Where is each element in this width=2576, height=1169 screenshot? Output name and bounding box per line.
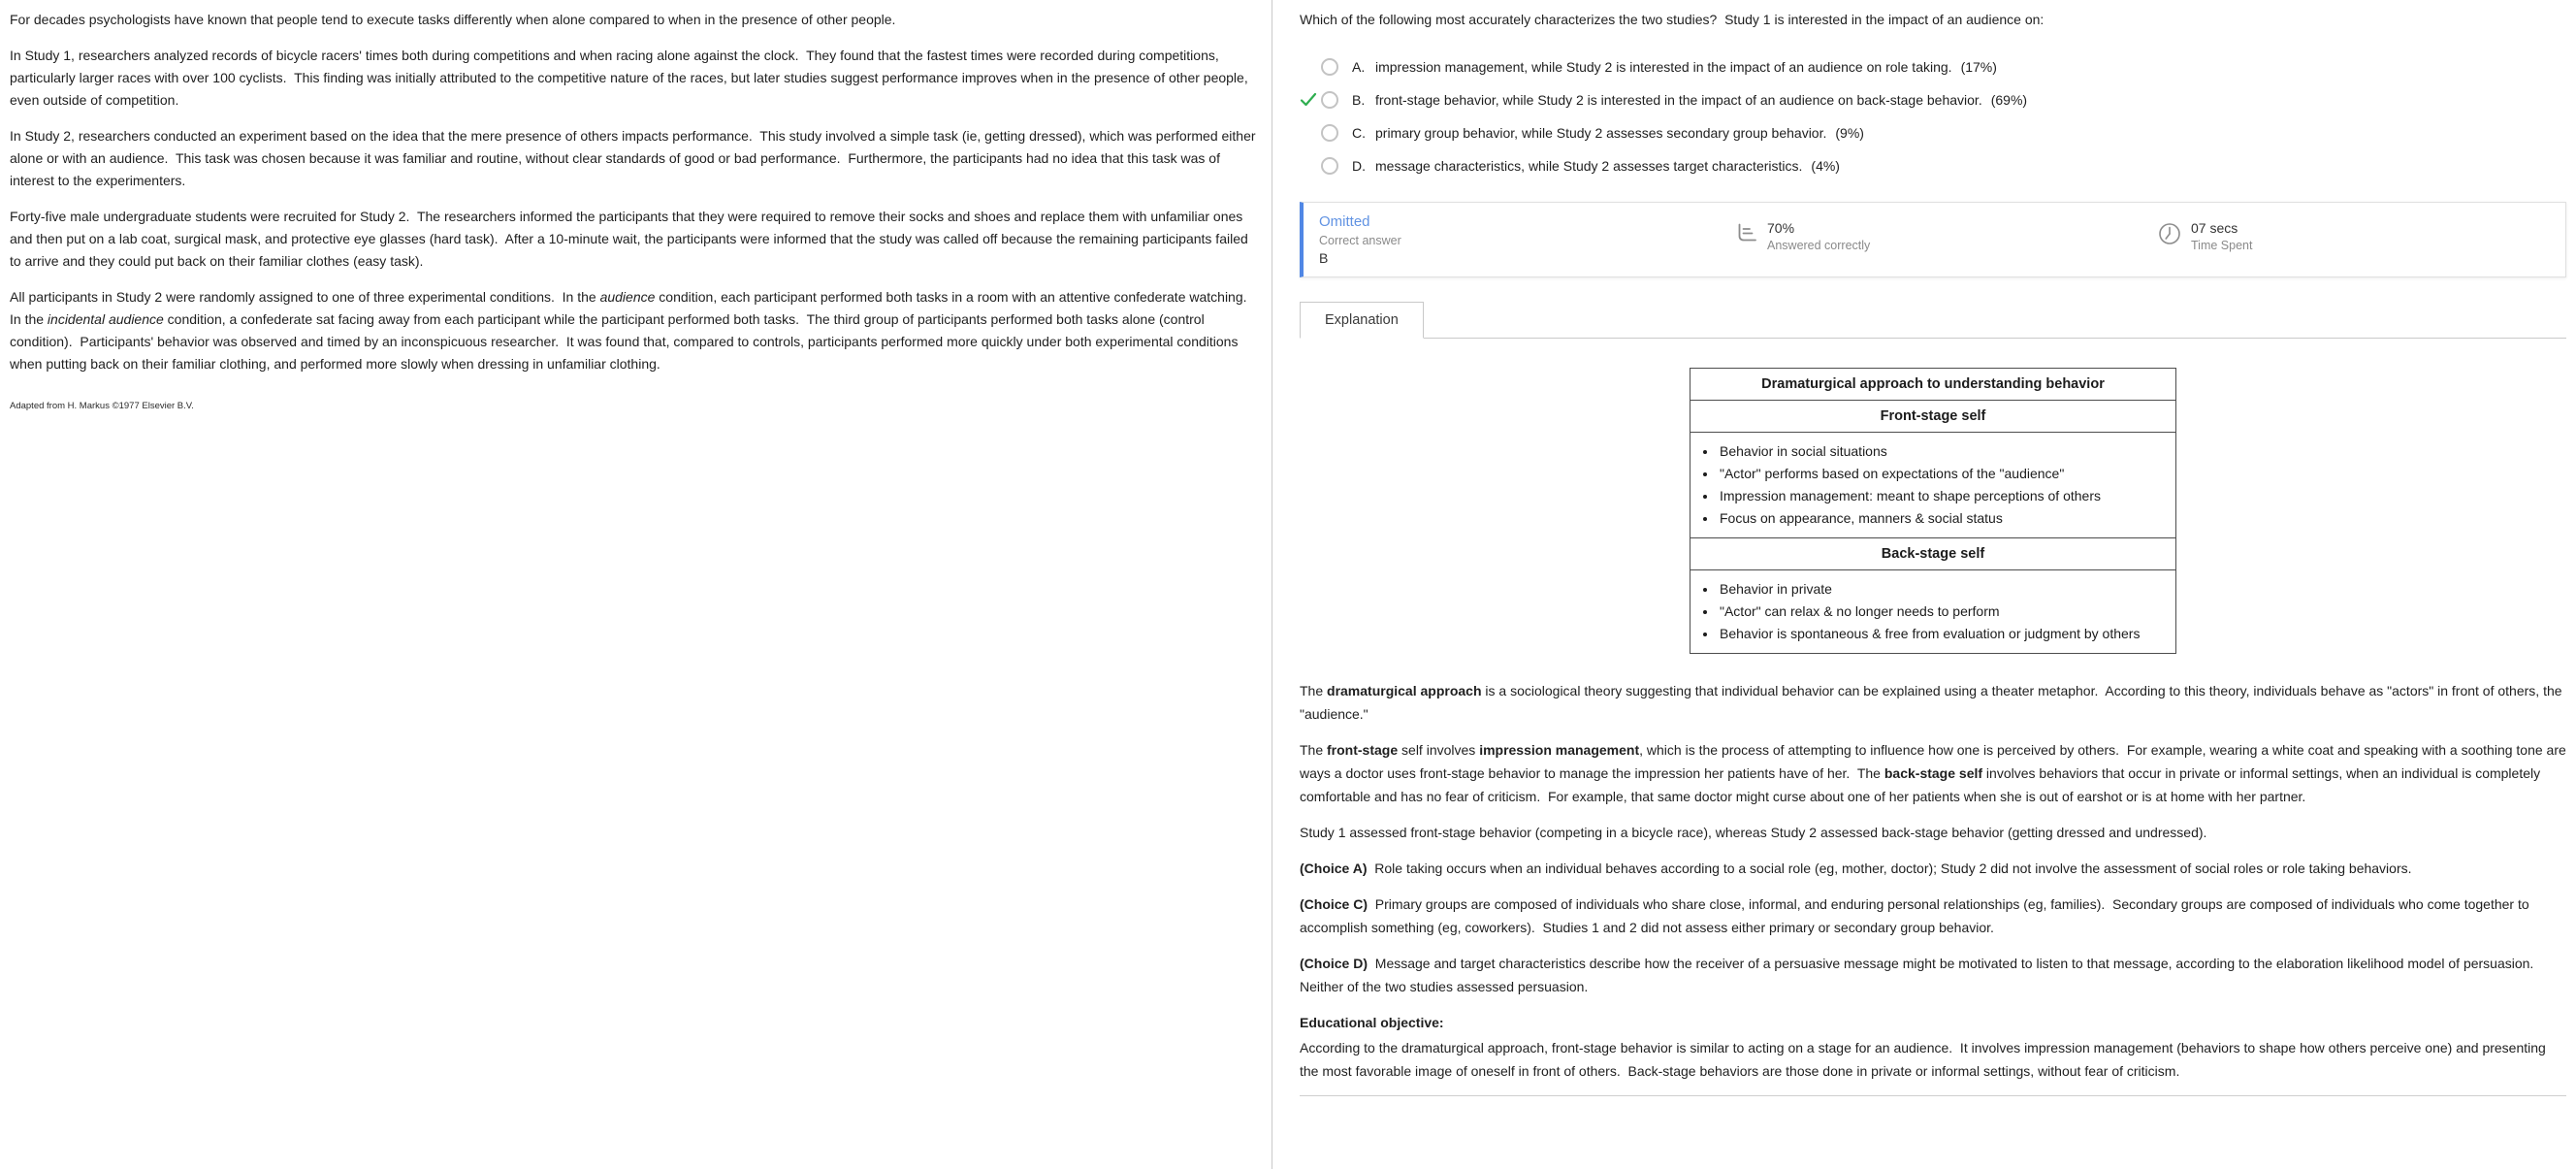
choice-letter: D. bbox=[1352, 158, 1366, 174]
table-bullet: • Focus on appearance, manners & social status bbox=[1718, 507, 2168, 530]
table-title: Dramaturgical approach to understanding behavior bbox=[1690, 369, 2176, 401]
passage-paragraph: In Study 1, researchers analyzed records of bicycle racers' times both during competitions and when racing alone against the clock. They found that the fastest times were recorded during competitions, particularly larger races with over 100 cyclists. This finding was initially attributed to the competitive nature of the races, but later studies suggest performance improves when in the presence of other people, even outside of competition. bbox=[10, 48, 1252, 108]
table-bullet: • "Actor" performs based on expectations of the "audience" bbox=[1718, 463, 2168, 485]
explanation-choice-d-paragraph: (Choice D) Message and target characteristics describe how the receiver of a persuasive message might be motivated to listen to that message, according to the elaboration likelihood model of persuasion. Neither of the two studies assessed persuasion. bbox=[1300, 956, 2542, 994]
passage-paragraph: In Study 2, researchers conducted an experiment based on the idea that the mere presence of others impacts performance. This study involved a simple task (ie, getting dressed), which was performed either alone or with an audience. This task was chosen because it was familiar and routine, without clear standards of good or bad performance. Furthermore, the participants had no idea that this task was of interest to the experimenters. bbox=[10, 128, 1260, 188]
choice-text: front-stage behavior, while Study 2 is interested in the impact of an audience on back-stage behavior. bbox=[1375, 92, 1982, 108]
radio-button-a[interactable] bbox=[1321, 58, 1338, 76]
choice-letter: B. bbox=[1352, 92, 1366, 108]
clock-icon bbox=[2157, 221, 2182, 251]
choice-percentage: (17%) bbox=[1960, 59, 1997, 75]
choice-text: primary group behavior, while Study 2 assesses secondary group behavior. bbox=[1375, 125, 1827, 141]
choice-text: message characteristics, while Study 2 assesses target characteristics. bbox=[1375, 158, 1803, 174]
table-bullet: • "Actor" can relax & no longer needs to perform bbox=[1718, 601, 2168, 623]
choice-percentage: (69%) bbox=[1990, 92, 2028, 108]
choice-letter: C. bbox=[1352, 125, 1366, 141]
choice-letter: A. bbox=[1352, 59, 1366, 75]
table-section-body bbox=[1690, 570, 2176, 654]
explanation-choice-a-paragraph: (Choice A) Role taking occurs when an individual behaves according to a social role (eg, mother, doctor); Study 2 did not involve the assessment of social roles or role taking behaviors. bbox=[1300, 861, 2412, 876]
tab-bar bbox=[1300, 299, 2566, 339]
table-bullet: • Impression management: meant to shape perceptions of others bbox=[1718, 485, 2168, 507]
table-section-header: Back-stage self bbox=[1690, 538, 2176, 570]
choice-text: impression management, while Study 2 is interested in the impact of an audience on role taking. bbox=[1375, 59, 1952, 75]
table-bullet: • Behavior is spontaneous & free from evaluation or judgment by others bbox=[1718, 623, 2168, 645]
passage-paragraph: For decades psychologists have known that people tend to execute tasks differently when alone compared to when in the presence of other people. bbox=[10, 12, 896, 27]
answered-pct-value: 70% bbox=[1767, 220, 1795, 236]
table-bullet: • Behavior in social situations bbox=[1718, 440, 2168, 463]
choice-percentage: (4%) bbox=[1811, 158, 1840, 174]
correct-check-icon bbox=[1300, 91, 1321, 109]
result-stats-card bbox=[1300, 202, 2566, 277]
radio-button-b[interactable] bbox=[1321, 91, 1338, 109]
answer-choice-d[interactable] bbox=[1300, 149, 2566, 182]
question-panel bbox=[1273, 0, 2576, 1169]
bottom-divider bbox=[1300, 1095, 2566, 1102]
answered-pct-label: Answered correctly bbox=[1767, 239, 1871, 252]
result-column bbox=[1319, 213, 1401, 268]
table-bullet: • Behavior in private bbox=[1718, 578, 2168, 601]
answer-choices bbox=[1300, 50, 2566, 182]
check-slot bbox=[1300, 157, 1321, 175]
answered-correctly-column bbox=[1735, 219, 1870, 254]
time-spent-label: Time Spent bbox=[2191, 239, 2253, 252]
correct-answer-value: B bbox=[1319, 250, 1329, 266]
time-spent-column bbox=[2157, 219, 2252, 254]
explanation-paragraph: The front-stage self involves impression management, which is the process of attempting to influence how one is perceived by others. For example, wearing a white coat and speaking with a soothing tone are ways a doctor uses front-stage behavior to manage the impression her patients have of her. The back-stage self involves behaviors that occur in private or informal settings, when an individual is completely comfortable and has no fear of criticism. For example, that same doctor might curse about one of her patients when she is out of earshot or is at home with her partner. bbox=[1300, 742, 2570, 804]
table-section-header: Front-stage self bbox=[1690, 401, 2176, 433]
answer-choice-a[interactable] bbox=[1300, 50, 2566, 83]
explanation-choice-c-paragraph: (Choice C) Primary groups are composed of individuals who share close, informal, and enduring personal relationships (eg, families). Secondary groups are composed of individuals who come together to accomplish something (eg, coworkers). Studies 1 and 2 did not assess either primary or secondary group behavior. bbox=[1300, 896, 2533, 935]
dramaturgical-table bbox=[1690, 368, 2176, 654]
time-spent-value: 07 secs bbox=[2191, 220, 2238, 236]
educational-objective-text: According to the dramaturgical approach, front-stage behavior is similar to acting on a stage for an audience. It involves impression management (behaviors to shape how others perceive one) and presenting the most favorable image of oneself in front of others. Back-stage behaviors are those done in private or informal settings, without fear of criticism. bbox=[1300, 1040, 2550, 1079]
radio-button-c[interactable] bbox=[1321, 124, 1338, 142]
bar-chart-icon bbox=[1735, 221, 1758, 249]
answer-choice-b[interactable] bbox=[1300, 83, 2566, 116]
explanation-paragraph: Study 1 assessed front-stage behavior (competing in a bicycle race), whereas Study 2 assessed back-stage behavior (getting dressed and undressed). bbox=[1300, 825, 2207, 840]
answer-choice-c[interactable] bbox=[1300, 116, 2566, 149]
educational-objective-heading: Educational objective: bbox=[1300, 1015, 1444, 1030]
explanation-paragraph: The dramaturgical approach is a sociological theory suggesting that individual behavior can be explained using a theater metaphor. According to this theory, individuals behave as "actors" in front of others, the "audience." bbox=[1300, 683, 2566, 722]
correct-answer-label: Correct answer bbox=[1319, 234, 1401, 247]
question-text: Which of the following most accurately characterizes the two studies? Study 1 is interested in the impact of an audience on: bbox=[1300, 12, 2045, 27]
table-section-body bbox=[1690, 433, 2176, 538]
passage-paragraph: Forty-five male undergraduate students were recruited for Study 2. The researchers informed the participants that they were required to remove their socks and shoes and replace them with unfamiliar ones and then put on a lab coat, surgical mask, and protective eye glasses (hard task). After a 10-minute wait, the participants were informed that the study was called off because the remaining participants failed to arrive and they could put back on their familiar clothes (easy task). bbox=[10, 209, 1252, 269]
check-slot bbox=[1300, 58, 1321, 76]
result-status: Omitted bbox=[1319, 213, 1370, 230]
tab-explanation[interactable]: Explanation bbox=[1300, 302, 1424, 339]
passage-source: Adapted from H. Markus ©1977 Elsevier B.V. bbox=[10, 401, 194, 411]
radio-button-d[interactable] bbox=[1321, 157, 1338, 175]
passage-panel bbox=[0, 0, 1272, 1169]
passage-paragraph: All participants in Study 2 were randomly assigned to one of three experimental conditions. In the audience condition, each participant performed both tasks in a room with an attentive confederate watching. In the incidental audience condition, a confederate sat facing away from each participant while the participant performed both tasks. The third group of participants performed both tasks alone (control condition). Participants' behavior was observed and timed by an inconspicuous researcher. It was found that, compared to controls, participants performed more quickly under both experimental conditions when putting back on their familiar clothing, and performed more slowly when dressing in unfamiliar clothing. bbox=[10, 289, 1255, 372]
explanation-content bbox=[1300, 368, 2570, 1102]
check-slot bbox=[1300, 124, 1321, 142]
choice-percentage: (9%) bbox=[1835, 125, 1864, 141]
